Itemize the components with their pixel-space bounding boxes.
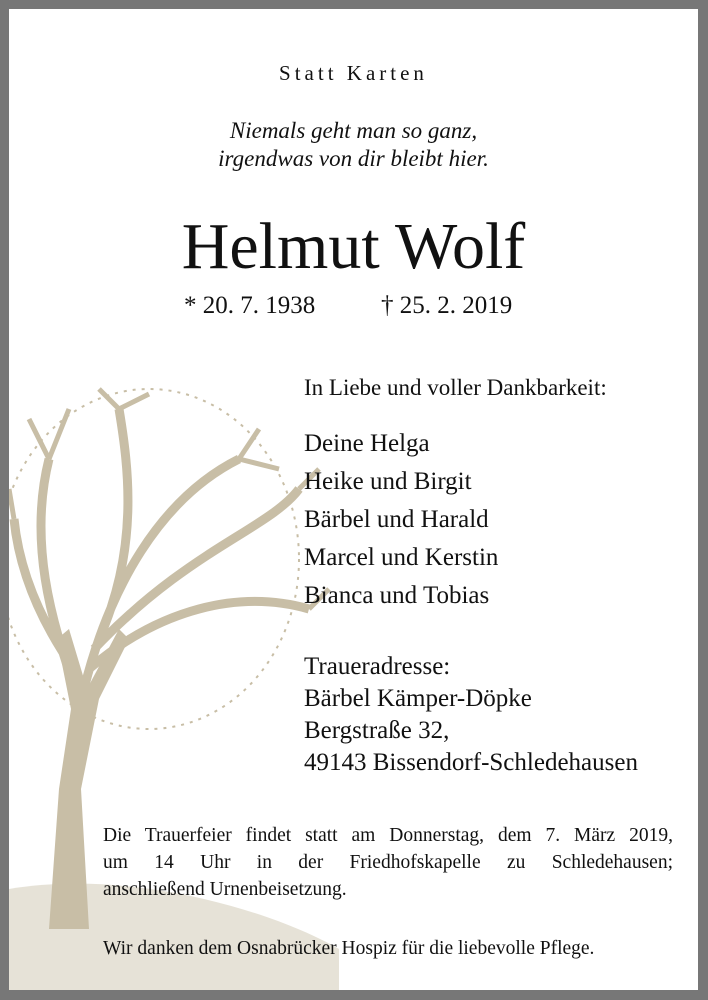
deceased-name: Helmut Wolf [181, 210, 526, 283]
ceremony-line: anschließend Urnenbeisetzung. [103, 879, 347, 900]
mourners-list [304, 425, 498, 615]
quote-line: Niemals geht man so ganz, [229, 118, 478, 143]
quote [9, 117, 698, 173]
mourners-intro: In Liebe und voller Dankbarkeit: [304, 375, 607, 400]
birth-date: * 20. 7. 1938 [184, 292, 316, 319]
mourner: Deine Helga [304, 430, 430, 457]
death-date: † 25. 2. 2019 [381, 292, 513, 319]
address-line: Bärbel Kämper-Döpke [304, 685, 532, 712]
mourner: Bärbel und Harald [304, 506, 489, 533]
address-line: 49143 Bissendorf-Schledehausen [304, 749, 638, 776]
ceremony-line: um 14 Uhr in der Friedhofskapelle zu Schledehausen; [103, 852, 673, 873]
address-line: Traueradresse: [304, 653, 451, 680]
mourner: Heike und Birgit [304, 468, 472, 495]
header-text: Statt Karten [279, 61, 428, 85]
address-line: Bergstraße 32, [304, 717, 450, 744]
mourner: Bianca und Tobias [304, 582, 490, 609]
thanks-text: Wir danken dem Osnabrücker Hospiz für die liebevolle Pflege. [103, 938, 595, 959]
ceremony-line: Die Trauerfeier findet statt am Donnerstag, dem 7. März 2019, [103, 825, 673, 846]
quote-line: irgendwas von dir bleibt hier. [218, 146, 489, 171]
ceremony-info [103, 822, 673, 903]
mourner: Marcel und Kerstin [304, 544, 499, 571]
obituary-card [9, 9, 698, 990]
mourning-address [304, 651, 638, 779]
